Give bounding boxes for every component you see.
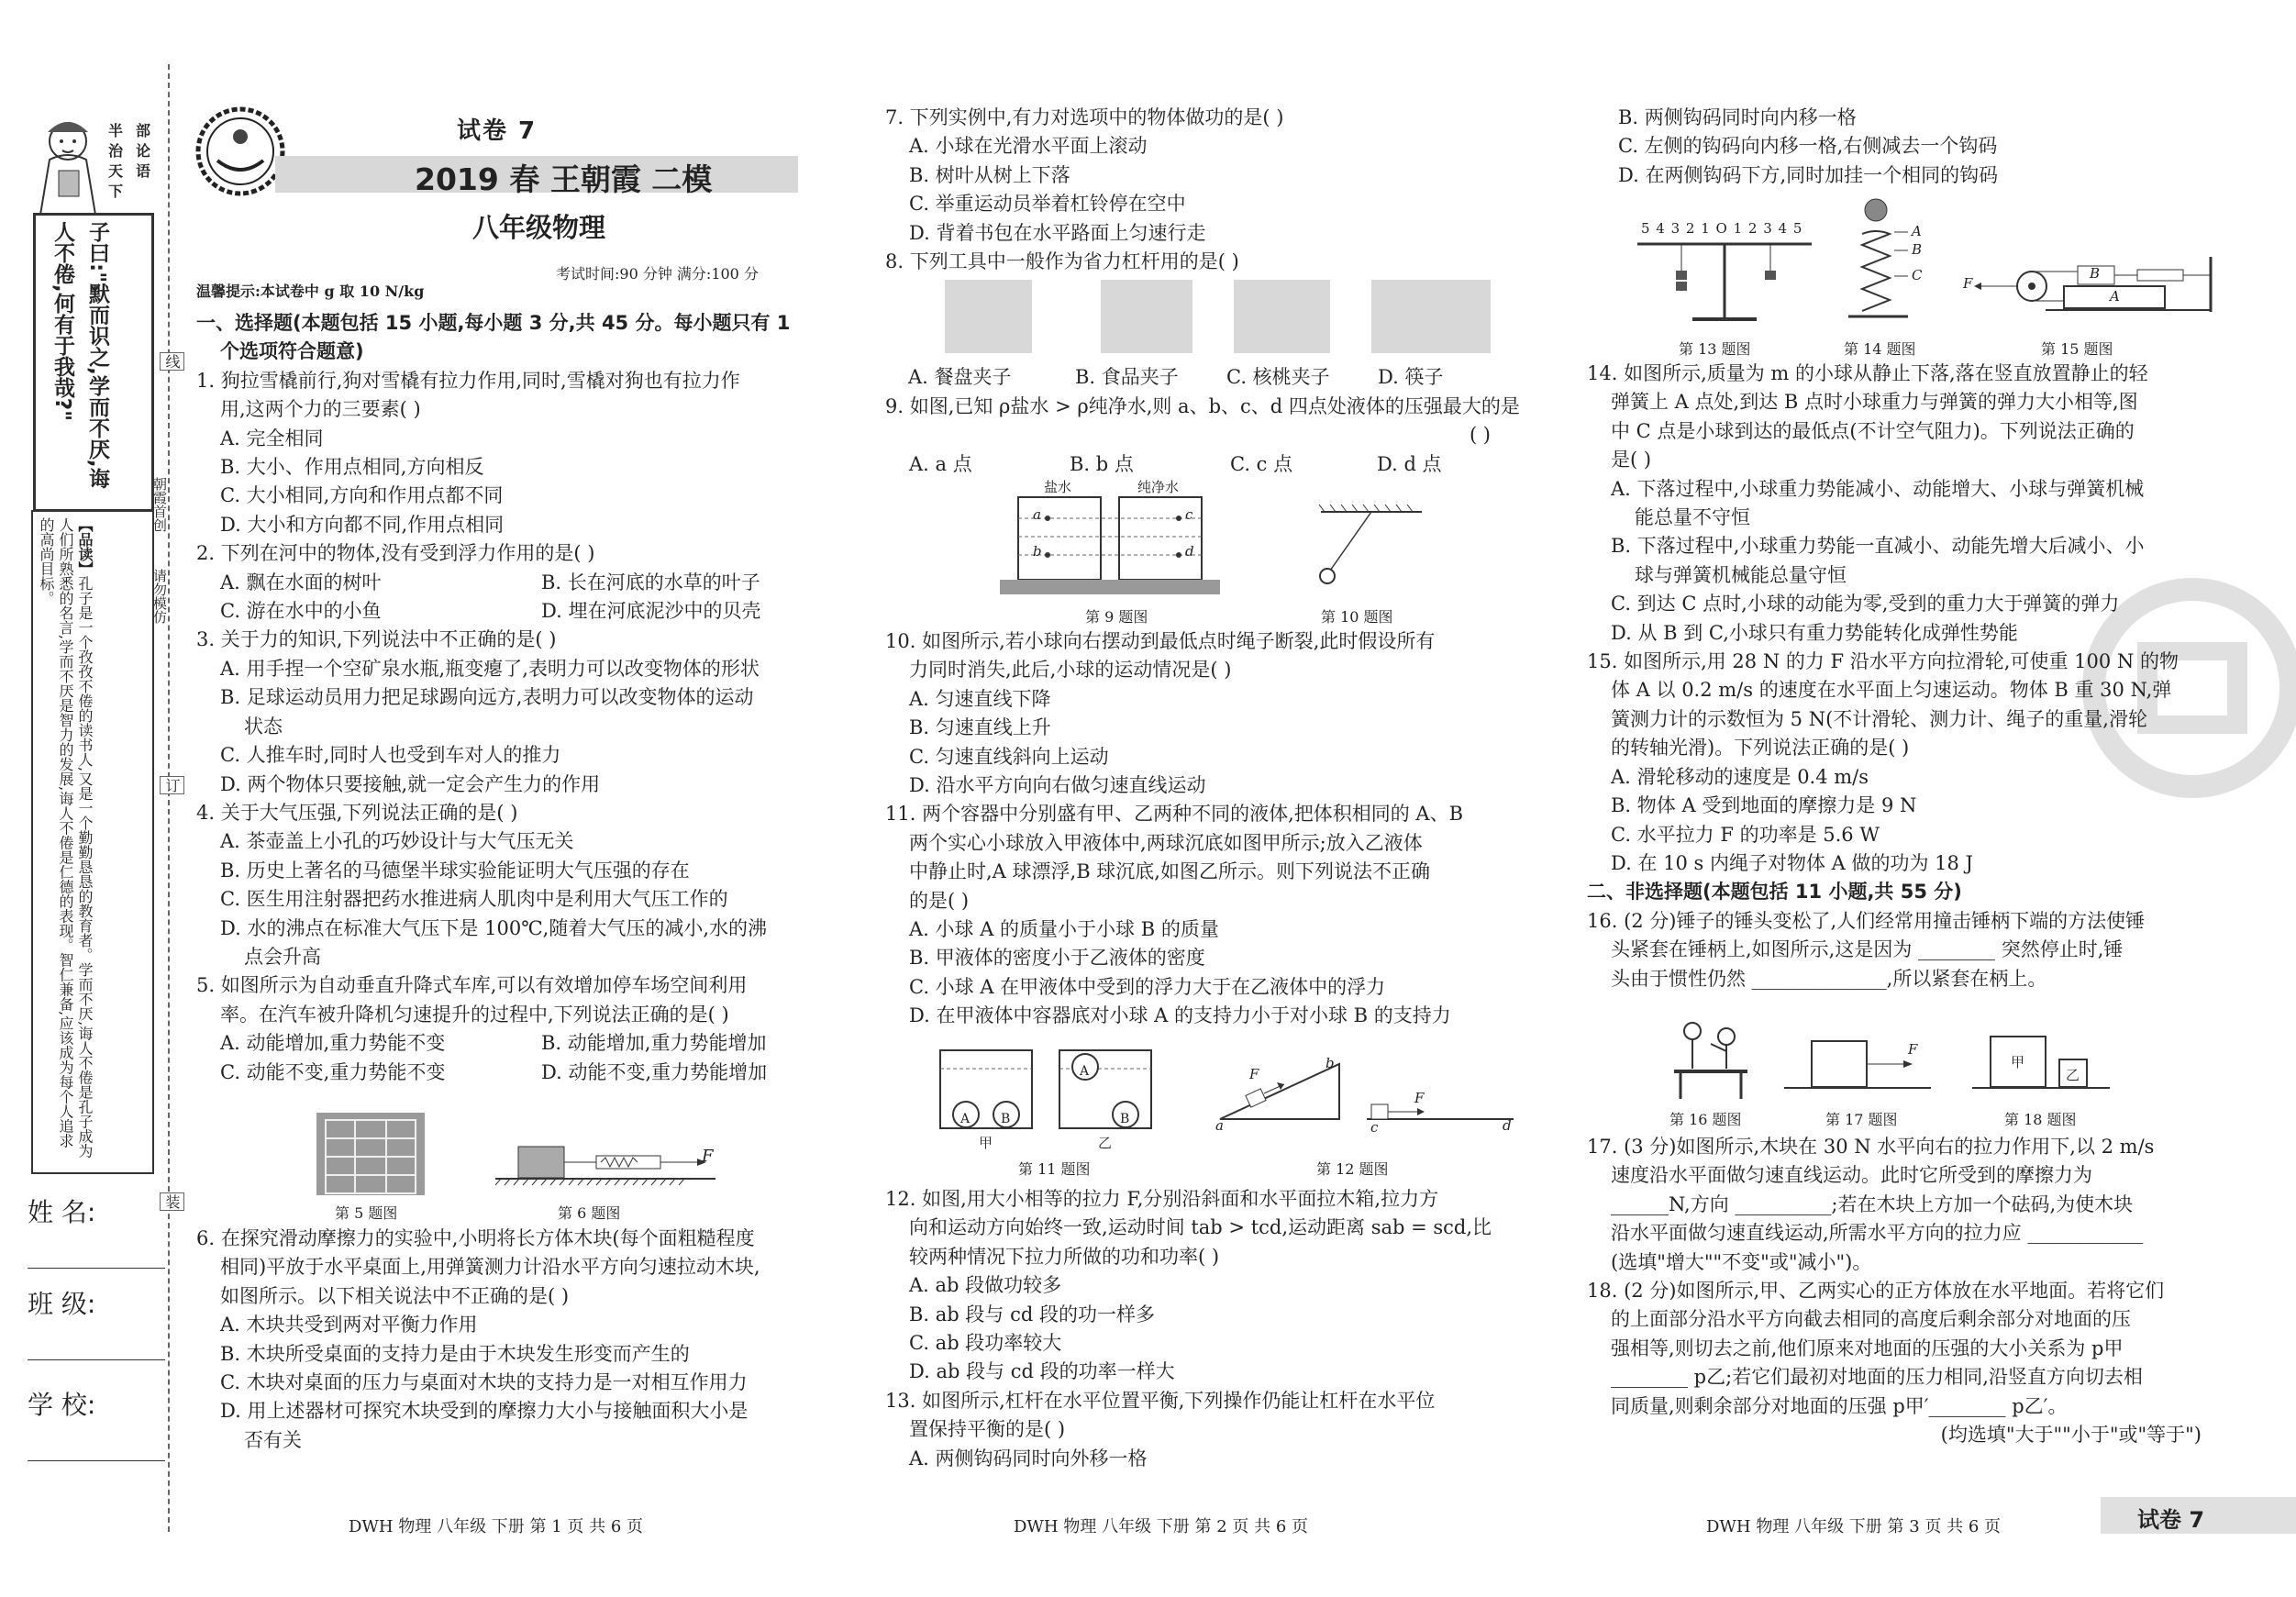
figure-12-incline: F b a F c d	[1215, 1055, 1512, 1136]
question-9-block: 9. 如图,已知 ρ盐水 > ρ纯净水,则 a、b、c、d 四点处液体的压强最大的是 ( ) A. a 点 B. b 点 C. c 点 D. d 点	[885, 393, 1518, 479]
q8-options	[908, 363, 1532, 392]
q15-option-c[interactable]: C. 水平拉力 F 的功率是 5.6 W	[1611, 823, 1880, 846]
column-3-bottom: 17. (3 分)如图所示,木块在 30 N 水平向右的拉力作用下,以 2 m/s 速度沿水平面做匀速直线运动。此时它所受到的摩擦力为 ______N,方向 __________;若在木块上方加一个砝码,为使木块 沿水平面做匀速直线运动,所需水平方向的拉力应 ____________ (选填"增大""不变"或"减小")。 18. (2 分)如图所示,甲、乙两实心的正方体放在水平地面。若将它们 的上面部分沿水平方向截去相同的高度后剩余部分对地面的压 强相等,则切去之前,他们原来对地面的压强的大小关系为 p甲 ________ p乙;若它们最初对地面的压力相同,沿竖直方向切去相 同质量,则剩余部分对地面的压强 p甲′________ p乙′。 (均选填"大于""小于"或"等于")	[1587, 1133, 2229, 1449]
caption-fig-14: 第 14 题图	[1844, 340, 1916, 358]
q10-option-d[interactable]: D. 沿水平方向向右做匀速直线运动	[909, 774, 1206, 797]
caption-fig-18: 第 18 题图	[2004, 1111, 2077, 1128]
q8-food-tongs-image	[1101, 280, 1192, 353]
figure-17-block: F	[1784, 1032, 1931, 1101]
q3-option-c[interactable]: C. 人推车时,同时人也受到车对人的推力	[220, 744, 561, 767]
q6-option-d[interactable]: D. 用上述器材可探究木块受到的摩擦力大小与接触面积大小是	[220, 1400, 749, 1423]
figure-18-cubes: 甲 乙	[1972, 1032, 2110, 1101]
exam-title: 2019 春 王朝霞 二模	[415, 161, 713, 197]
reading-title: 【品读】	[76, 517, 94, 576]
column-2-bottom: 12. 如图,用大小相等的拉力 F,分别沿斜面和水平面拉木箱,拉力方 向和运动方向始终一致,运动时间 tab > tcd,运动距离 sab = scd,比 较两种情况下拉力所做的功和功率( ) A. ab 段做功较多 B. ab 段与 cd 段的功一样多 C. ab 段功率较大 D. ab 段与 cd 段的功率一样大 13. 如图所示,杠杆在水平位置平衡,下列操作仍能让杠杆在水平位 置保持平衡的是( ) A. 两侧钩码同时向外移一格	[885, 1185, 1518, 1473]
reading-box	[31, 510, 154, 1174]
column-2-mid: 10. 如图所示,若小球向右摆动到最低点时绳子断裂,此时假设所有 力同时消失,此后,小球的运动情况是( ) A. 匀速直线下降 B. 匀速直线上升 C. 匀速直线斜向上运动 D. 沿水平方向向右做匀速直线运动 11. 两个容器中分别盛有甲、乙两种不同的液体,把体积相同的 A、B 两个实心小球放入甲液体中,两球沉底如图甲所示;放入乙液体 中静止时,A 球漂浮,B 球沉底,如图乙所示。则下列说法不正确 的是( ) A. 小球 A 的质量小于小球 B 的质量 B. 甲液体的密度小于乙液体的密度 C. 小球 A 在甲液体中受到的浮力大于在乙液体中的浮力 D. 在甲液体中容器底对小球 A 的支持力小于对小球 B 的支持力	[885, 627, 1518, 1031]
q14-option-c[interactable]: C. 到达 C 点时,小球的动能为零,受到的重力大于弹簧的弹力	[1611, 593, 2120, 616]
q6-option-c[interactable]: C. 木块对桌面的压力与桌面对木块的支持力是一对相互作用力	[220, 1371, 748, 1394]
question-14: 14. 如图所示,质量为 m 的小球从静止下落,落在竖直放置静止的轻	[1587, 362, 2148, 384]
question-16: 16. (2 分)锤子的锤头变松了,人们经常用撞击锤柄下端的方法使锤	[1587, 909, 2146, 932]
q8-option-d[interactable]: D. 筷子	[1378, 366, 1444, 388]
question-13: 13. 如图所示,杠杆在水平位置平衡,下列操作仍能让杠杆在水平位	[885, 1389, 1436, 1412]
caption-fig-12: 第 12 题图	[1316, 1160, 1389, 1178]
question-11: 11. 两个容器中分别盛有甲、乙两种不同的液体,把体积相同的 A、B	[885, 803, 1464, 826]
q2-option-c[interactable]: C. 游在水中的小鱼	[220, 600, 382, 623]
q12-option-a[interactable]: A. ab 段做功较多	[909, 1274, 1062, 1297]
copyright-2: 请勿模仿	[151, 569, 168, 624]
q9-option-b[interactable]: B. b 点	[1070, 452, 1134, 475]
quote-box	[33, 213, 154, 512]
exam-time: 考试时间:90 分钟 满分:100 分	[556, 265, 759, 283]
q13-option-b[interactable]: B. 两侧钩码同时向内移一格	[1618, 106, 1857, 128]
q3-option-d[interactable]: D. 两个物体只要接触,就一定会产生力的作用	[220, 772, 601, 795]
figure-15-pulley: F B A	[1963, 257, 2220, 321]
caption-fig-5: 第 5 题图	[335, 1204, 398, 1222]
q2-option-b[interactable]: B. 长在河底的水草的叶子	[541, 571, 760, 593]
q6-option-b[interactable]: B. 木块所受桌面的支持力是由于木块发生形变而产生的	[220, 1342, 690, 1365]
q12-option-b[interactable]: B. ab 段与 cd 段的功一样多	[909, 1303, 1155, 1325]
caption-fig-6: 第 6 题图	[558, 1204, 621, 1222]
footer-page-1: DWH 物理 八年级 下册 第 1 页 共 6 页	[349, 1517, 644, 1536]
q5-option-b[interactable]: B. 动能增加,重力势能增加	[541, 1032, 767, 1055]
question-10: 10. 如图所示,若小球向右摆动到最低点时绳子断裂,此时假设所有	[885, 630, 1436, 652]
caption-fig-13: 第 13 题图	[1679, 340, 1751, 358]
q4-option-c[interactable]: C. 医生用注射器把药水推进病人肌肉中是利用大气压工作的	[220, 888, 728, 911]
q8-option-a[interactable]: A. 餐盘夹子	[908, 366, 1012, 388]
binding-mark-line: 线	[160, 352, 184, 371]
footer-page-2: DWH 物理 八年级 下册 第 2 页 共 6 页	[1014, 1517, 1309, 1536]
q12-option-d[interactable]: D. ab 段与 cd 段的功率一样大	[909, 1360, 1175, 1383]
quote-text: 子曰:"默而识之,学而不厌,诲人不倦,何有于我哉?"	[50, 221, 109, 489]
q9-option-d[interactable]: D. d 点	[1377, 452, 1442, 475]
caption-fig-10: 第 10 题图	[1321, 608, 1393, 626]
figure-9-containers: 盐水 纯净水 a b c d	[1000, 486, 1220, 596]
q1-option-c[interactable]: C. 大小相同,方向和作用点都不同	[220, 484, 504, 507]
q5-option-c[interactable]: C. 动能不变,重力势能不变	[220, 1060, 446, 1083]
q7-option-a[interactable]: A. 小球在光滑水平面上滚动	[909, 135, 1148, 158]
exam-tip: 温馨提示:本试卷中 g 取 10 N/kg	[196, 283, 425, 300]
q6-option-a[interactable]: A. 木块共受到两对平衡力作用	[220, 1314, 478, 1336]
question-6: 6. 在探究滑动摩擦力的实验中,小明将长方体木块(每个面粗糙程度	[196, 1227, 755, 1249]
q3-option-b[interactable]: B. 足球运动员用力把足球踢向远方,表明力可以改变物体的运动	[220, 686, 754, 709]
question-5: 5. 如图所示为自动垂直升降式车库,可以有效增加停车场空间利用	[196, 974, 748, 997]
figure-11-containers: A B 甲 A B 乙	[931, 1041, 1160, 1151]
reading-text: 孔子是一个孜孜不倦的读书人,又是一个勤勤恳恳的教育者。学而不厌,诲人不倦是孔子成为人们所熟悉的名言,学而不厌是智力的发展,诲人不倦是仁德的表现。智仁兼备,应该成为每个人追求的高尚目标。	[38, 517, 94, 1159]
binding-line	[168, 64, 170, 1532]
q8-chopsticks-image	[1371, 280, 1491, 353]
figure-6-block	[495, 1137, 715, 1192]
figure-10-pendulum	[1312, 505, 1431, 596]
logo-seal	[194, 105, 286, 197]
q13-option-d[interactable]: D. 在两侧钩码下方,同时加挂一个相同的钩码	[1618, 163, 1999, 186]
q16-blank-2[interactable]: 头由于惯性仍然 ______________,所以紧套在柄上。	[1611, 967, 2047, 990]
question-8: 8. 下列工具中一般作为省力杠杆用的是( )	[885, 250, 1239, 273]
school-field[interactable]: 学 校:	[28, 1385, 165, 1486]
q8-plate-tongs-image	[945, 280, 1032, 353]
question-15: 15. 如图所示,用 28 N 的力 F 沿水平方向拉滑轮,可使重 100 N 的物	[1587, 650, 2179, 673]
caption-fig-11: 第 11 题图	[1018, 1160, 1091, 1178]
column-2	[885, 104, 1518, 276]
section-2-title: 二、非选择题(本题包括 11 小题,共 55 分)	[1587, 881, 1962, 904]
q9-option-a[interactable]: A. a 点	[909, 452, 972, 475]
q17-blank-2[interactable]: 沿水平面做匀速直线运动,所需水平方向的拉力应 ____________	[1611, 1222, 2144, 1245]
q14-option-d[interactable]: D. 从 B 到 C,小球只有重力势能转化成弹性势能	[1611, 621, 2018, 644]
name-field[interactable]: 姓 名:	[28, 1192, 165, 1284]
q1-option-b[interactable]: B. 大小、作用点相同,方向相反	[220, 456, 484, 479]
q12-option-c[interactable]: C. ab 段功率较大	[909, 1332, 1062, 1355]
q7-option-d[interactable]: D. 背着书包在水平路面上匀速行走	[909, 221, 1206, 244]
q11-option-d[interactable]: D. 在甲液体中容器底对小球 A 的支持力小于对小球 B 的支持力	[909, 1004, 1451, 1027]
question-18: 18. (2 分)如图所示,甲、乙两实心的正方体放在水平地面。若将它们	[1587, 1280, 2165, 1303]
q9-option-c[interactable]: C. c 点	[1230, 452, 1293, 475]
binding-mark-fix: 装	[160, 1192, 184, 1211]
copyright-1: 朝霞首创	[151, 477, 168, 532]
q13-option-c[interactable]: C. 左侧的钩码向内移一格,右侧减去一个钩码	[1618, 135, 1998, 158]
q18-blank-1[interactable]: ________ p乙;若它们最初对地面的压力相同,沿竖直方向切去相	[1611, 1366, 2143, 1389]
sidebar	[18, 101, 156, 1165]
q2-option-d[interactable]: D. 埋在河底泥沙中的贝壳	[541, 600, 761, 623]
question-17: 17. (3 分)如图所示,木块在 30 N 水平向右的拉力作用下,以 2 m/s	[1587, 1136, 2155, 1158]
column-3-mid: 14. 如图所示,质量为 m 的小球从静止下落,落在竖直放置静止的轻 弹簧上 A 点处,到达 B 点时小球重力与弹簧的弹力大小相等,图 中 C 点是小球到达的最低点(不计空气阻力)。下列说法正确的 是( ) A. 下落过程中,小球重力势能减小、动能增大、小球与弹簧机械 能总量不守恒 B. 下落过程中,小球重力势能一直减小、动能先增大后减小、小 球与弹簧机械能总量守恒 C. 到达 C 点时,小球的动能为零,受到的重力大于弹簧的弹力 D. 从 B 到 C,小球只有重力势能转化成弹性势能 15. 如图所示,用 28 N 的力 F 沿水平方向拉滑轮,可使重 100 N 的物 体 A 以 0.2 m/s 的速度在水平面上匀速运动。物体 B 重 30 N,弹 簧测力计的示数恒为 5 N(不计滑轮、测力计、绳子的重量,滑轮 的转轴光滑)。下列说法正确的是( ) A. 滑轮移动的速度是 0.4 m/s B. 物体 A 受到地面的摩擦力是 9 N C. 水平拉力 F 的功率是 5.6 W D. 在 10 s 内绳子对物体 A 做的功为 18 J 二、非选择题(本题包括 11 小题,共 55 分) 16. (2 分)锤子的锤头变松了,人们经常用撞击锤柄下端的方法使锤 头紧套在锤柄上,如图所示,这是因为 ________ 突然停止时,锤 头由于惯性仍然 ______________,所以紧套在柄上。	[1587, 360, 2229, 993]
caption-fig-17: 第 17 题图	[1825, 1111, 1898, 1128]
q13-option-a[interactable]: A. 两侧钩码同时向外移一格	[909, 1447, 1148, 1469]
figure-5-garage	[316, 1113, 425, 1195]
confucius-illustration	[31, 114, 106, 222]
q10-option-b[interactable]: B. 匀速直线上升	[909, 716, 1051, 739]
q15-option-a[interactable]: A. 滑轮移动的速度是 0.4 m/s	[1611, 765, 1869, 788]
q4-option-d[interactable]: D. 水的沸点在标准大气压下是 100℃,随着大气压的减小,水的沸	[220, 916, 768, 939]
q17-blank-1[interactable]: ______N,方向 __________;若在木块上方加一个砝码,为使木块	[1611, 1192, 2134, 1215]
q14-option-b[interactable]: B. 下落过程中,小球重力势能一直减小、动能先增大后减小、小	[1611, 535, 2145, 558]
column-1-bottom: 6. 在探究滑动摩擦力的实验中,小明将长方体木块(每个面粗糙程度 相同)平放于水平桌面上,用弹簧测力计沿水平方向匀速拉动木块, 如图所示。以下相关说法中不正确的是( ) A. 木块共受到两对平衡力作用 B. 木块所受桌面的支持力是由于木块发生形变而产生的 C. 木块对桌面的压力与桌面对木块的支持力是一对相互作用力 D. 用上述器材可探究木块受到的摩擦力大小与接触面积大小是 否有关	[196, 1225, 811, 1455]
caption-fig-15: 第 15 题图	[2041, 340, 2113, 358]
q8-option-b[interactable]: B. 食品夹子	[1075, 366, 1179, 388]
q8-option-c[interactable]: C. 核桃夹子	[1226, 366, 1330, 388]
caption-fig-9: 第 9 题图	[1085, 608, 1148, 626]
q14-option-a[interactable]: A. 下落过程中,小球重力势能减小、动能增大、小球与弹簧机械	[1611, 477, 2145, 500]
figure-16-hammer	[1669, 1018, 1752, 1103]
footer-tag: 试卷 7	[2101, 1497, 2296, 1534]
footer-page-3: DWH 物理 八年级 下册 第 3 页 共 6 页	[1706, 1517, 2002, 1536]
q11-option-b[interactable]: B. 甲液体的密度小于乙液体的密度	[909, 947, 1205, 970]
q11-option-c[interactable]: C. 小球 A 在甲液体中受到的浮力大于在乙液体中的浮力	[909, 975, 1386, 998]
section-1-title: 一、选择题(本题包括 15 小题,每小题 3 分,共 45 分。每小题只有 1	[196, 312, 791, 334]
q10-option-c[interactable]: C. 匀速直线斜向上运动	[909, 745, 1109, 768]
q1-option-d[interactable]: D. 大小和方向都不同,作用点相同	[220, 513, 505, 536]
banner-chars: 半 部 治 论 天 语 下	[108, 122, 150, 200]
figure-13-lever: 5 4 3 2 1 O 1 2 3 4 5	[1628, 220, 1821, 330]
q4-option-a[interactable]: A. 茶壶盖上小孔的巧妙设计与大气压无关	[220, 830, 574, 853]
q5-option-d[interactable]: D. 动能不变,重力势能增加	[541, 1060, 768, 1083]
q18-blank-2[interactable]: 同质量,则剩余部分对地面的压强 p甲′________ p乙′。	[1611, 1394, 2068, 1417]
q11-option-a[interactable]: A. 小球 A 的质量小于小球 B 的质量	[909, 918, 1219, 941]
class-field[interactable]: 班 级:	[28, 1284, 165, 1385]
binding-mark-order: 订	[160, 776, 184, 794]
q8-nutcracker-image	[1234, 280, 1330, 353]
fig6-force-label: F	[702, 1147, 714, 1166]
column-3	[1587, 104, 2229, 190]
q15-option-b[interactable]: B. 物体 A 受到地面的摩擦力是 9 N	[1611, 794, 1917, 817]
q2-option-a[interactable]: A. 飘在水面的树叶	[220, 571, 382, 593]
q16-blank-1[interactable]: 头紧套在锤柄上,如图所示,这是因为 ________ 突然停止时,锤	[1611, 938, 2124, 961]
student-fields	[28, 1192, 165, 1486]
q10-option-a[interactable]: A. 匀速直线下降	[909, 687, 1051, 710]
question-1: 1. 狗拉雪橇前行,狗对雪橇有拉力作用,同时,雪橇对狗也有拉力作	[196, 369, 740, 392]
q7-option-b[interactable]: B. 树叶从树上下落	[909, 163, 1070, 186]
question-9: 9. 如图,已知 ρ盐水 > ρ纯净水,则 a、b、c、d 四点处液体的压强最大的是	[885, 395, 1520, 417]
series-label: 试卷 7	[457, 117, 538, 145]
question-12: 12. 如图,用大小相等的拉力 F,分别沿斜面和水平面拉木箱,拉力方	[885, 1188, 1439, 1210]
question-2: 2. 下列在河中的物体,没有受到浮力作用的是( )	[196, 542, 595, 565]
figure-14-spring: A B C	[1844, 197, 1945, 330]
question-4: 4. 关于大气压强,下列说法正确的是( )	[196, 801, 518, 824]
q7-option-c[interactable]: C. 举重运动员举着杠铃停在空中	[909, 193, 1186, 216]
column-1: 一、选择题(本题包括 15 小题,每小题 3 分,共 45 分。每小题只有 1 个选项符合题意) 1. 狗拉雪橇前行,狗对雪橇有拉力作用,同时,雪橇对狗也有拉力作 用,这两个力的三要素( ) A. 完全相同 B. 大小、作用点相同,方向相反 C. 大小相同,方向和作用点都不同 D. 大小和方向都不同,作用点相同 2. 下列在河中的物体,没有受到浮力作用的是( ) A. 飘在水面的树叶 B. 长在河底的水草的叶子 C. 游在水中的小鱼 D. 埋在河底泥沙中的贝壳 3. 关于力的知识,下列说法中不正确的是( ) A. 用手捏一个空矿泉水瓶,瓶变瘪了,表明力可以改变物体的形状 B. 足球运动员用力把足球踢向远方,表明力可以改变物体的运动 状态 C. 人推车时,同时人也受到车对人的推力 D. 两个物体只要接触,就一定会产生力的作用 4. 关于大气压强,下列说法正确的是( ) A. 茶壶盖上小孔的巧妙设计与大气压无关 B. 历史上著名的马德堡半球实验能证明大气压强的存在 C. 医生用注射器把药水推进病人肌肉中是利用大气压工作的 D. 水的沸点在标准大气压下是 100℃,随着大气压的减小,水的沸 点会升高 5. 如图所示为自动垂直升降式车库,可以有效增加停车场空间利用 率。在汽车被升降机匀速提升的过程中,下列说法正确的是( ) A. 动能增加,重力势能不变 B. 动能增加,重力势能增加 C. 动能不变,重力势能不变 D. 动能不变,重力势能增加	[196, 309, 811, 1087]
caption-fig-16: 第 16 题图	[1669, 1111, 1742, 1128]
question-3: 3. 关于力的知识,下列说法中不正确的是( )	[196, 628, 557, 651]
q3-option-a[interactable]: A. 用手捏一个空矿泉水瓶,瓶变瘪了,表明力可以改变物体的形状	[220, 657, 760, 680]
q5-option-a[interactable]: A. 动能增加,重力势能不变	[220, 1032, 446, 1055]
q15-option-d[interactable]: D. 在 10 s 内绳子对物体 A 做的功为 18 J	[1611, 851, 1973, 874]
q4-option-b[interactable]: B. 历史上著名的马德堡半球实验能证明大气压强的存在	[220, 859, 690, 882]
q1-option-a[interactable]: A. 完全相同	[220, 427, 324, 449]
exam-subject: 八年级物理	[472, 212, 606, 243]
question-7: 7. 下列实例中,有力对选项中的物体做功的是( )	[885, 106, 1284, 128]
